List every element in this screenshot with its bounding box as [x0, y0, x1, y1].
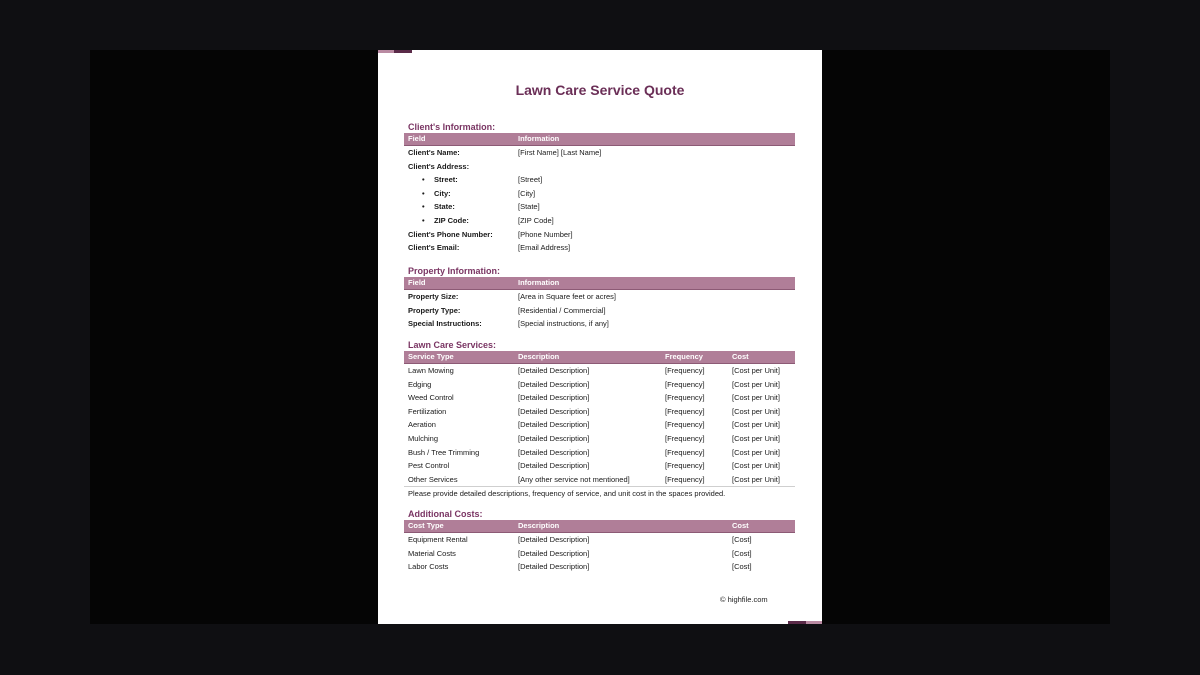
property-info-section	[404, 265, 795, 331]
table-row	[404, 432, 795, 446]
services-note: Please provide detailed descriptions, frequency of service, and unit cost in the spaces provided.	[404, 486, 795, 500]
table-row	[404, 459, 795, 473]
service-cost: [Cost per Unit]	[732, 366, 780, 375]
service-type: Weed Control	[408, 393, 454, 403]
table-row	[404, 317, 795, 331]
service-cost: [Cost per Unit]	[732, 393, 780, 403]
service-type: Pest Control	[408, 461, 450, 471]
service-frequency: [Frequency]	[665, 379, 705, 389]
cost-type: Material Costs	[408, 548, 456, 558]
table-row	[404, 146, 795, 160]
table-row	[404, 173, 795, 187]
table-row	[404, 446, 795, 460]
field-value: [Street]	[518, 175, 543, 185]
field-label: Client's Address:	[408, 161, 470, 171]
table-row	[404, 560, 795, 574]
field-value	[514, 160, 795, 174]
table-row	[404, 241, 795, 255]
field-label: Special Instructions:	[408, 319, 482, 329]
service-type: Lawn Mowing	[408, 366, 454, 375]
service-frequency: [Frequency]	[665, 406, 705, 416]
field-label: • City:	[404, 187, 514, 201]
column-header-information: Information	[514, 133, 795, 146]
field-value: [Special instructions, if any]	[518, 319, 609, 329]
field-label: • Street:	[404, 173, 514, 187]
field-label: Client's Phone Number:	[408, 229, 493, 239]
service-frequency: [Frequency]	[665, 433, 705, 443]
table-row	[404, 160, 795, 174]
field-label: Property Size:	[408, 292, 459, 301]
service-cost: [Cost per Unit]	[732, 461, 780, 471]
client-info-table	[404, 133, 795, 255]
field-value: [State]	[518, 202, 540, 212]
table-row	[404, 200, 795, 214]
cost-value: [Cost]	[732, 535, 752, 544]
service-description: [Detailed Description]	[518, 379, 590, 389]
service-cost: [Cost per Unit]	[732, 420, 780, 430]
service-frequency: [Frequency]	[665, 474, 705, 484]
property-info-heading: Property Information:	[408, 266, 501, 276]
table-row	[404, 228, 795, 242]
client-info-section	[404, 121, 795, 255]
service-cost: [Cost per Unit]	[732, 433, 780, 443]
cost-type: Labor Costs	[408, 562, 449, 572]
field-value: [Residential / Commercial]	[518, 305, 606, 315]
table-row	[404, 405, 795, 419]
copyright-footer: © highfile.com	[720, 595, 768, 604]
service-description: [Detailed Description]	[518, 406, 590, 416]
lawn-services-heading: Lawn Care Services:	[408, 340, 497, 350]
field-value: [Phone Number]	[518, 229, 573, 239]
column-header-service-type: Service Type	[404, 351, 514, 364]
field-label: Property Type:	[408, 305, 461, 315]
field-value: [First Name] [Last Name]	[518, 148, 602, 157]
service-cost: [Cost per Unit]	[732, 447, 780, 457]
column-header-field: Field	[404, 133, 514, 146]
table-row	[404, 418, 795, 432]
field-value: [ZIP Code]	[518, 215, 554, 225]
field-value: [City]	[518, 188, 536, 198]
service-cost: [Cost per Unit]	[732, 474, 780, 484]
table-row	[404, 391, 795, 405]
column-header-description: Description	[514, 520, 728, 533]
table-row	[404, 533, 795, 547]
service-description: [Detailed Description]	[518, 433, 590, 443]
service-description: [Detailed Description]	[518, 447, 590, 457]
client-info-heading: Client's Information:	[408, 122, 496, 132]
additional-costs-section	[404, 508, 795, 574]
service-description: [Detailed Description]	[518, 393, 590, 403]
cost-description: [Detailed Description]	[518, 548, 590, 558]
document-page	[378, 50, 822, 624]
service-frequency: [Frequency]	[665, 461, 705, 471]
corner-decoration-bottom	[788, 621, 822, 624]
cost-value: [Cost]	[732, 548, 752, 558]
column-header-description: Description	[514, 351, 661, 364]
service-type: Bush / Tree Trimming	[408, 447, 480, 457]
property-info-table	[404, 277, 795, 331]
service-cost: [Cost per Unit]	[732, 406, 780, 416]
table-row	[404, 378, 795, 392]
column-header-cost: Cost	[728, 351, 795, 364]
cost-value: [Cost]	[732, 562, 752, 572]
service-description: [Detailed Description]	[518, 366, 590, 375]
service-description: [Any other service not mentioned]	[518, 474, 630, 484]
service-frequency: [Frequency]	[665, 393, 705, 403]
field-label: Client's Name:	[408, 148, 460, 157]
service-type: Aeration	[408, 420, 436, 430]
field-label: Client's Email:	[408, 243, 460, 253]
column-header-cost-type: Cost Type	[404, 520, 514, 533]
column-header-frequency: Frequency	[661, 351, 728, 364]
cost-description: [Detailed Description]	[518, 535, 590, 544]
table-row	[404, 473, 795, 487]
table-row	[404, 187, 795, 201]
column-header-field: Field	[404, 277, 514, 290]
service-frequency: [Frequency]	[665, 420, 705, 430]
service-cost: [Cost per Unit]	[732, 379, 780, 389]
cost-description: [Detailed Description]	[518, 562, 590, 572]
field-label: • State:	[404, 200, 514, 214]
column-header-cost: Cost	[728, 520, 795, 533]
service-type: Edging	[408, 379, 432, 389]
service-frequency: [Frequency]	[665, 366, 705, 375]
service-type: Other Services	[408, 474, 458, 484]
service-type: Fertilization	[408, 406, 447, 416]
field-value: [Email Address]	[518, 243, 571, 253]
table-row	[404, 304, 795, 318]
column-header-information: Information	[514, 277, 795, 290]
lawn-services-table	[404, 351, 795, 486]
table-row	[404, 364, 795, 378]
corner-decoration-top	[378, 50, 412, 53]
table-row	[404, 214, 795, 228]
table-row	[404, 290, 795, 304]
service-description: [Detailed Description]	[518, 420, 590, 430]
service-frequency: [Frequency]	[665, 447, 705, 457]
lawn-services-section	[404, 339, 795, 500]
service-type: Mulching	[408, 433, 439, 443]
field-value: [Area in Square feet or acres]	[518, 292, 616, 301]
table-row	[404, 547, 795, 561]
additional-costs-table	[404, 520, 795, 574]
service-description: [Detailed Description]	[518, 461, 590, 471]
document-title: Lawn Care Service Quote	[515, 82, 685, 98]
additional-costs-heading: Additional Costs:	[408, 509, 483, 519]
cost-type: Equipment Rental	[408, 535, 468, 544]
field-label: • ZIP Code:	[404, 214, 514, 228]
